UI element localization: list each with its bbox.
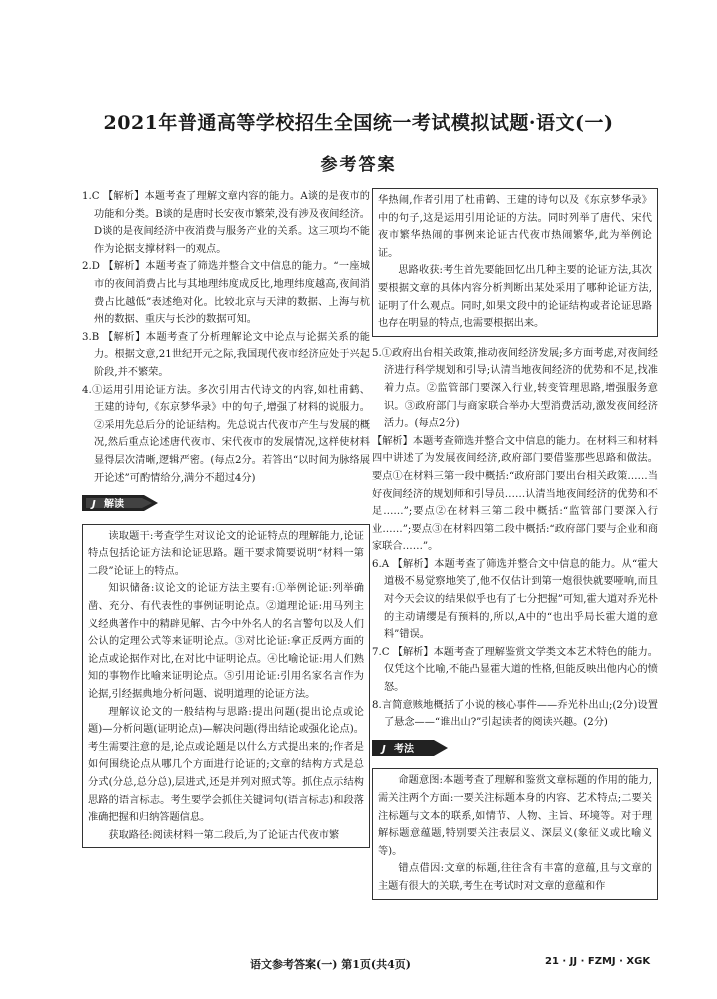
box-paragraph: 读取题干:考查学生对议论文的论证特点的理解能力,论证特点包括论证方法和论证思路。题干要求简要说明“材料一第二段”论证上的特点。	[88, 530, 364, 577]
box-paragraph: 知识储备:议论文的论证方法主要有:①举例论证:列举确凿、充分、有代表性的事例证明论点。②道理论证:用马列主义经典著作中的精辟见解、古今中外名人的名言警句以及人们公认的定理公式等来证明论点。③对比论证:拿正反两方面的论点或论据作对比,在对比中证明论点。④比喻论证:用人们熟知的事物作比喻来证明论点。⑤引用论证:引用名家名言作为论据,引经据典地分析问题、说明道理的论证方法。	[88, 583, 364, 701]
svg-text:J: J	[92, 499, 96, 511]
answer-item: 2.D 【解析】本题考查了筛选并整合文中信息的能力。“一座城市的夜间消费占比与其地理纬度成反比,地理纬度越高,夜间消费占比越低”表述绝对化。比较北京与天津的数据、上海与杭州的数据、重庆与长沙的数据可知。	[82, 261, 370, 326]
svg-text:J: J	[382, 743, 386, 755]
box-paragraph: 理解议论文的一般结构与思路:提出问题(提出论点或论题)—分析问题(证明论点)—解决问题(得出结论或强化论点)。考生需要注意的是,论点或论题是以什么方式提出来的;作者是如何围绕论点从哪几个方面进行论证的;文章的结构方式是总分式(分总,总分总),层进式,还是并列对照式等。抓住点示结构思路的语言标志。考生要学会抓住关键词句(语言标志)和段落准确把握和归纳答题信息。	[88, 706, 364, 824]
tag-label: 考法	[394, 743, 414, 755]
section-tag-jiedu	[82, 493, 160, 513]
answer-item: 6.A 【解析】本题考查了筛选并整合文中信息的能力。从“霍大道极不易觉察地笑了,他不仅估计到第一炮很快就要哑响,而且对今天会议的结果似乎也有了七分把握”可知,霍大道对乔光朴的主动请缨是有预料的,所以,A中的“也出乎局长霍大道的意料”错误。	[372, 558, 658, 641]
box-paragraph: 错点借因:文章的标题,往往含有丰富的意蕴,且与文章的主题有很大的关联,考生在考试时对文章的意蕴和作	[378, 863, 652, 892]
box-paragraph: 命题意图:本题考查了理解和鉴赏文章标题的作用的能力,需关注两个方面:一要关注标题本身的内容、艺术特点;二要关注标题与文本的联系,如情节、人物、主旨、环境等。对于理解标题意蕴题,特别要关注表层义、深层义(象征义或比喻义等)。	[378, 775, 652, 857]
box-paragraph: 获取路径:阅读材料一第二段后,为了论证古代夜市繁	[108, 829, 340, 841]
box-paragraph: 华热闹,作者引用了杜甫鹤、王建的诗句以及《东京梦华录》中的句子,这是运用引用论证的方法。同时列举了唐代、宋代夜市繁华热闹的事例来论证古代夜市热闹繁华,此为举例论证。	[378, 195, 652, 259]
section-tag-kaofa	[372, 738, 450, 758]
tag-banner-icon	[82, 493, 160, 513]
right-column	[372, 188, 658, 900]
page-subtitle: 参考答案	[320, 155, 397, 175]
answer-item: 4.①运用引用论证方法。多次引用古代诗文的内容,如杜甫鹤、王建的诗句,《东京梦华录》中的句子,增强了材料的说服力。②采用先总后分的论证结构。先总说古代夜市产生与发展的概况,然后重点论述唐代夜市、宋代夜市的发展情况,这样使材料显得层次清晰,逻辑严密。(每点2分。若答出“以时间为脉络展开论述”可酌情给分,满分不超过4分)	[82, 384, 370, 484]
answer-item: 1.C 【解析】本题考查了理解文章内容的能力。A谈的是夜市的功能和分类。B谈的是唐时长安夜市繁荣,没有涉及夜间经济。D谈的是夜间经济中夜消费与服务产业的关系。这三项均不能作为论据支撑材料一的观点。	[82, 191, 370, 255]
explanation-box-continued	[372, 188, 658, 337]
answer-item: 7.C 【解析】本题考查了理解鉴赏文学类文本艺术特色的能力。仅凭这个比喻,不能凸显霍大道的性格,但能反映出他内心的愤怒。	[372, 646, 658, 694]
answer-analysis: 【解析】本题考查筛选并整合文中信息的能力。在材料三和材料四中讲述了为发展夜间经济,政府部门要借鉴那些思路和做法。要点①在材料三第一段中概括:“政府部门要出台相关政策……当好夜间经济的规划师和引导员……认清当地夜间经济的优势和不足……”;要点②在材料三第二段中概括:“监管部门要深入行业……”;要点③在材料四第二段中概括:“政府部门要与企业和商家联合……”。	[372, 435, 658, 553]
tag-label: 解读	[104, 499, 124, 511]
page-title: 2021年普通高等学校招生全国统一考试模拟试题·语文(一)	[103, 112, 614, 134]
left-column	[82, 188, 370, 848]
page-number: 语文参考答案(一) 第1页(共4页)	[250, 958, 411, 971]
box-paragraph: 思路收获:考生首先要能回忆出几种主要的论证方法,其次要根据文章的具体内容分析判断出某处采用了哪种论证方法,证明了什么观点。同时,如果文段中的论证结构或者论证思路也存在明显的特点,也需要根据出来。	[378, 265, 652, 330]
answer-item: 3.B 【解析】本题考查了分析理解论文中论点与论据关系的能力。根据文意,21世纪开元之际,我国现代夜市经济应处于兴起阶段,并不繁荣。	[82, 331, 370, 378]
answer-item: 5.①政府出台相关政策,推动夜间经济发展;多方面考虑,对夜间经济进行科学规划和引导;认清当地夜间经济的优势和不足,找准着力点。②监管部门要深入行业,转变管理思路,增强服务意识。③政府部门与商家联合举办大型消费活动,激发夜间经济活力。(每点2分)	[372, 347, 658, 430]
paper-code: 21 · JJ · FZMJ · XGK	[545, 956, 651, 967]
exam-method-box	[372, 768, 658, 899]
tag-banner-icon	[372, 738, 450, 758]
explanation-box	[82, 524, 370, 849]
answer-item: 8.言简意赅地概括了小说的核心事件——乔光朴出山;(2分)设置了悬念——“谁出山?”引起读者的阅读兴趣。(2分)	[372, 699, 658, 729]
